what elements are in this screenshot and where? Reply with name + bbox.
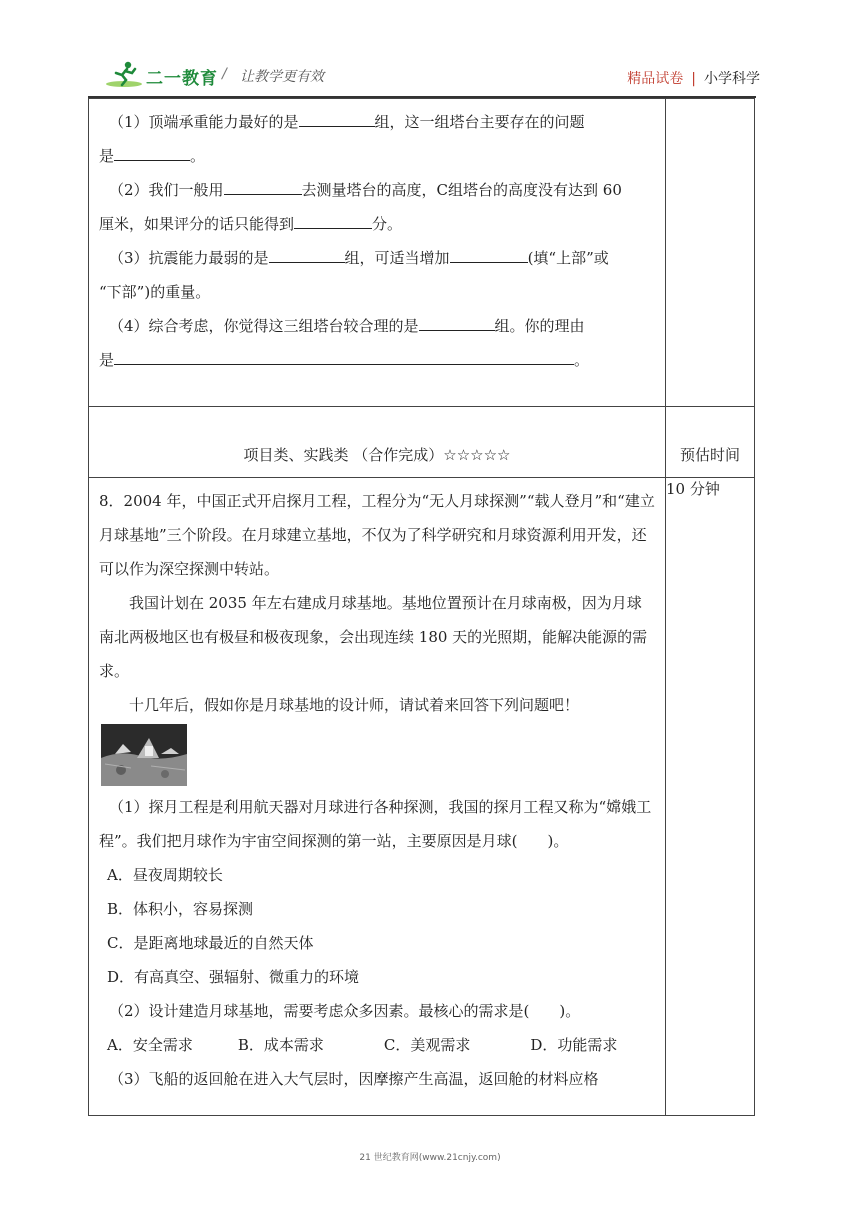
paragraph-prompt: 十几年后，假如你是月球基地的设计师，请试着来回答下列问题吧！ xyxy=(129,696,580,714)
running-man-logo-icon xyxy=(104,60,144,88)
moon-question-2: （2）设计建造月球基地，需要考虑众多因素。最核心的需求是( )。 xyxy=(109,1002,581,1020)
section-title-cell xyxy=(89,407,666,478)
header-category-premium: 精品试卷 xyxy=(627,71,684,87)
question-1-line-2: 是 。 xyxy=(99,139,655,173)
answer-blank[interactable] xyxy=(419,312,495,331)
question-2-line: （2）我们一般用 去测量塔台的高度，C组塔台的高度没有达到 60 xyxy=(99,173,655,207)
question-3-line: （3）抗震能力最弱的是 组，可适当增加 (填“上部”或 xyxy=(99,241,655,275)
section-title: 项目类、实践类 （合作完成）☆☆☆☆☆ xyxy=(243,445,511,464)
time-header-cell xyxy=(666,407,755,478)
paragraph-plan: 我国计划在 2035 年左右建成月球基地。基地位置预计在月球南极，因为月球南北两极地区也有极昼和极夜现象，会出现连续 180 天的光照期，能解决能源的需求。 xyxy=(99,594,648,680)
answer-blank[interactable] xyxy=(294,210,372,229)
time-header: 预估时间 xyxy=(679,445,740,464)
answer-blank[interactable] xyxy=(450,244,528,263)
question-3-line-2: “下部”)的重量。 xyxy=(99,283,211,301)
question-4-line-2: 是 。 xyxy=(99,343,655,377)
answer-blank[interactable] xyxy=(114,346,574,365)
q1-option-b[interactable]: B．体积小，容易探测 xyxy=(107,900,254,918)
q1-option-d[interactable]: D．有高真空、强辐射、微重力的环境 xyxy=(107,968,360,986)
q1-option-c[interactable]: C．是距离地球最近的自然天体 xyxy=(107,934,314,952)
header-subject: 小学科学 xyxy=(704,71,760,87)
q2-options[interactable]: A．安全需求 B．成本需求 C．美观需求 D．功能需求 xyxy=(107,1036,618,1054)
moon-question-1: （1）探月工程是利用航天器对月球进行各种探测，我国的探月工程又称为“嫦娥工程”。我们把月球作为宇宙空间探测的第一站，主要原因是月球( )。 xyxy=(99,798,652,850)
question-4-line: （4）综合考虑，你觉得这三组塔台较合理的是 组。你的理由 xyxy=(99,309,655,343)
header-separator: | xyxy=(691,71,696,87)
empty-time-cell xyxy=(666,99,755,407)
page-footer: 21 世纪教育网(www.21cnjy.com) xyxy=(359,1153,501,1163)
worksheet-table xyxy=(88,98,755,1116)
header-category xyxy=(627,68,760,88)
time-value: 10 分钟 xyxy=(666,480,720,498)
q1-option-a[interactable]: A．昼夜周期较长 xyxy=(107,866,223,884)
page-header xyxy=(0,0,860,100)
answer-blank[interactable] xyxy=(114,142,190,161)
question-1-line: （1）顶端承重能力最好的是 组，这一组塔台主要存在的问题 xyxy=(99,105,655,139)
moon-question-3: （3）飞船的返回舱在进入大气层时，因摩擦产生高温，返回舱的材料应格 xyxy=(109,1070,599,1088)
header-slash: / xyxy=(222,66,227,82)
answer-blank[interactable] xyxy=(269,244,345,263)
answer-blank[interactable] xyxy=(299,108,375,127)
time-value-cell xyxy=(666,478,755,1116)
paragraph-intro: 8．2004 年，中国正式开启探月工程，工程分为“无人月球探测”“载人登月”和“建立月球基地”三个阶段。在月球建立基地，不仅为了科学研究和月球资源利用开发，还可以作为深空探测中转站。 xyxy=(99,492,655,578)
answer-blank[interactable] xyxy=(224,176,302,195)
brand-slogan: 让教学更有效 xyxy=(240,69,324,85)
tower-questions-cell xyxy=(89,99,666,407)
question-2-line-2: 厘米，如果评分的话只能得到 分。 xyxy=(99,207,655,241)
moon-project-cell xyxy=(89,478,666,1116)
brand-name: 二一教育 xyxy=(146,69,218,89)
lunar-base-photo-icon xyxy=(101,724,187,786)
